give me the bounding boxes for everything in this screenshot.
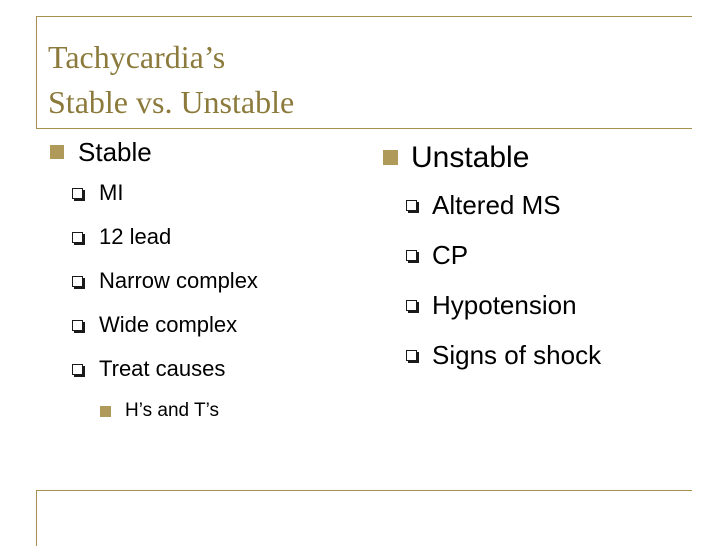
- unstable-column: [381, 136, 711, 380]
- box-bullet-icon: [72, 276, 83, 287]
- bottom-rule: [36, 490, 692, 491]
- list-item: [48, 259, 348, 303]
- title-side-rule: [36, 16, 37, 128]
- title-line-2: Stable vs. Unstable: [48, 84, 295, 120]
- top-rule: [36, 16, 692, 17]
- list-item-label: Wide complex: [99, 312, 238, 337]
- box-bullet-icon: [72, 188, 83, 199]
- list-item: [381, 230, 711, 280]
- title-line-1: Tachycardia’s: [48, 39, 226, 75]
- box-bullet-icon: [406, 300, 417, 311]
- box-bullet-icon: [72, 320, 83, 331]
- sub-list-item: [48, 391, 348, 431]
- box-bullet-icon: [406, 250, 417, 261]
- square-bullet-icon: [50, 145, 64, 159]
- list-item-label: Narrow complex: [99, 268, 258, 293]
- stable-heading: Stable: [78, 137, 152, 167]
- list-item-unstable: [381, 136, 711, 180]
- list-item: [381, 330, 711, 380]
- slide-title: [48, 35, 448, 125]
- list-item-label: Treat causes: [99, 356, 226, 381]
- list-item-label: MI: [99, 180, 124, 205]
- list-item-label: CP: [432, 240, 469, 270]
- list-item-stable: [48, 133, 348, 171]
- title-underline: [36, 128, 692, 129]
- sub-list-item-label: H’s and T’s: [125, 400, 219, 421]
- stable-column: [48, 133, 348, 431]
- list-item: [381, 180, 711, 230]
- list-item: [48, 303, 348, 347]
- list-item-label: 12 lead: [99, 224, 172, 249]
- box-bullet-icon: [406, 200, 417, 211]
- box-bullet-icon: [72, 364, 83, 375]
- box-bullet-icon: [72, 232, 83, 243]
- list-item-label: Altered MS: [432, 190, 561, 220]
- list-item-label: Hypotension: [432, 290, 577, 320]
- list-item-label: Signs of shock: [432, 340, 602, 370]
- list-item: [381, 280, 711, 330]
- square-bullet-icon: [383, 150, 398, 165]
- square-bullet-icon: [100, 406, 111, 417]
- footer-side-rule: [36, 490, 37, 546]
- box-bullet-icon: [406, 350, 417, 361]
- unstable-heading: Unstable: [411, 141, 530, 174]
- list-item: [48, 347, 348, 391]
- list-item: [48, 171, 348, 215]
- list-item: [48, 215, 348, 259]
